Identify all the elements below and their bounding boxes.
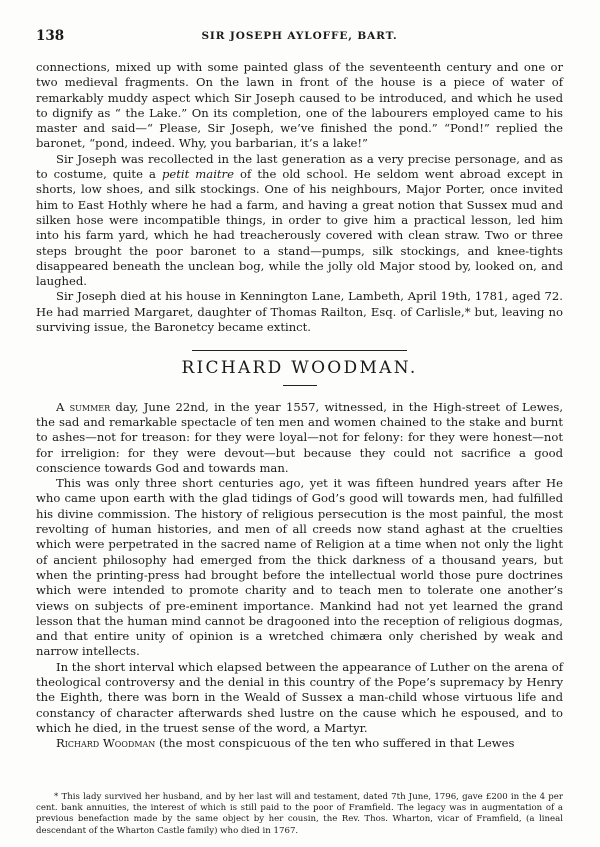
title-underline <box>283 385 317 386</box>
footnote-text: * This lady survived her husband, and by her last will and testament, dated 7th June, 1796, gave £200 in the 4 per cent. bank annuities, the interest of which is still paid to the poor of Framfield. The legacy was in augmentation of a previous benefaction made by the same object by her cousin, the Rev. Thos. Wharton, vicar of Framfield, (a lineal descendant of the Wharton Castle family) who died in 1767. <box>36 792 563 836</box>
paragraph-opening <box>36 400 563 476</box>
page-body <box>36 60 563 751</box>
paragraph-birth: In the short interval which elapsed between the appearance of Luther on the arena of theological controversy and the denial in this country of the Pope’s supremacy by Henry the Eighth, there was born in the Weald of Sussex a man-child whose virtuous life and constancy of character afterwards shed lustre on the cause which he espoused, and to which he died, in the truest sense of the word, a Martyr. <box>36 659 563 735</box>
name-small-caps: Richard Woodman <box>56 736 156 751</box>
running-title: SIR JOSEPH AYLOFFE, BART. <box>201 30 398 42</box>
italic-phrase: petit maitre <box>161 167 234 182</box>
paragraph-text: day, June 22nd, in the year 1557, witnessed, in the High-street of Lewes, the sad and remarkable spectacle of ten men and women chained to the stake and burnt to ashes—not for treason: for they were loyal—not for felony: for they were honest—not for irreligion: for they were devout—but because they could not sacrifice a good conscience towards God and towards man. <box>36 399 563 475</box>
chapter-title: RICHARD WOODMAN. <box>181 358 418 379</box>
paragraph-text: Sir Joseph was recollected in the last generation as a very precise personage, and as to costume, quite a <box>36 151 563 182</box>
paragraph-text: of the old school. He seldom went abroad except in shorts, low shoes, and silk stockings. One of his neighbours, Major Porter, once invited him to East Hothly where he had a farm, and having a great notion that Sussex mud and silken hose were incompatible things, in order to give him a practical lesson, led him into his farm yard, which he had treacherously covered with clean straw. Two or three steps brought the poor baronet to a stand—pumps, silk stockings, and knee-tights disappeared beneath the unclean bog, while the jolly old Major stood by, looked on, and laughed. <box>36 167 564 289</box>
paragraph-death-notice: Sir Joseph died at his house in Kennington Lane, Lambeth, April 19th, 1781, aged 72. He had married Margaret, daughter of Thomas Railton, Esq. of Carlisle,* but, leaving no surviving issue, the Baronetcy became extinct. <box>36 289 563 335</box>
drop-small-caps: A summer <box>56 399 111 414</box>
paragraph-text: (the most conspicuous of the ten who suffered in that Lewes <box>155 736 515 751</box>
paragraph-woodman-intro <box>36 736 563 751</box>
paragraph-lake-anecdote: connections, mixed up with some painted glass of the seventeenth century and one or two medieval fragments. On the lawn in front of the house is a piece of water of remarkably muddy aspect which Sir Joseph caused to be introduced, and which he used to dignify as “ the Lake.” On its completion, one of the labourers employed came to his master and said—“ Please, Sir Joseph, we’ve finished the pond.” “Pond!” replied the baronet, “pond, indeed. Why, you barbarian, it’s a lake!” <box>36 60 563 151</box>
page-header <box>36 28 563 46</box>
section-divider <box>192 350 407 351</box>
footnote <box>36 792 563 837</box>
paragraph-costume-anecdote <box>36 152 563 290</box>
paragraph-persecution-history: This was only three short centuries ago, yet it was fifteen hundred years after He who came upon earth with the glad tidings of God’s good will towards men, had fulfilled his divine commission. The history of religious persecution is the most painful, the most revolting of human histories, and men of all creeds now stand aghast at the cruelties which were perpetrated in the sacred name of Religion at a time when not only the light of ancient philosophy had emerged from the thick darkness of a thousand years, but when the printing-press had brought before the intellectual world those pure doctrines which were intended to promote charity and to teach men to tolerate one another’s views on subjects of pre-eminent importance. Mankind had not yet learned the grand lesson that the human mind cannot be dragooned into the reception of religious dogmas, and that entire unity of opinion is a wretched chimæra only cherished by weak and narrow intellects. <box>36 476 563 659</box>
page-number: 138 <box>36 28 65 44</box>
